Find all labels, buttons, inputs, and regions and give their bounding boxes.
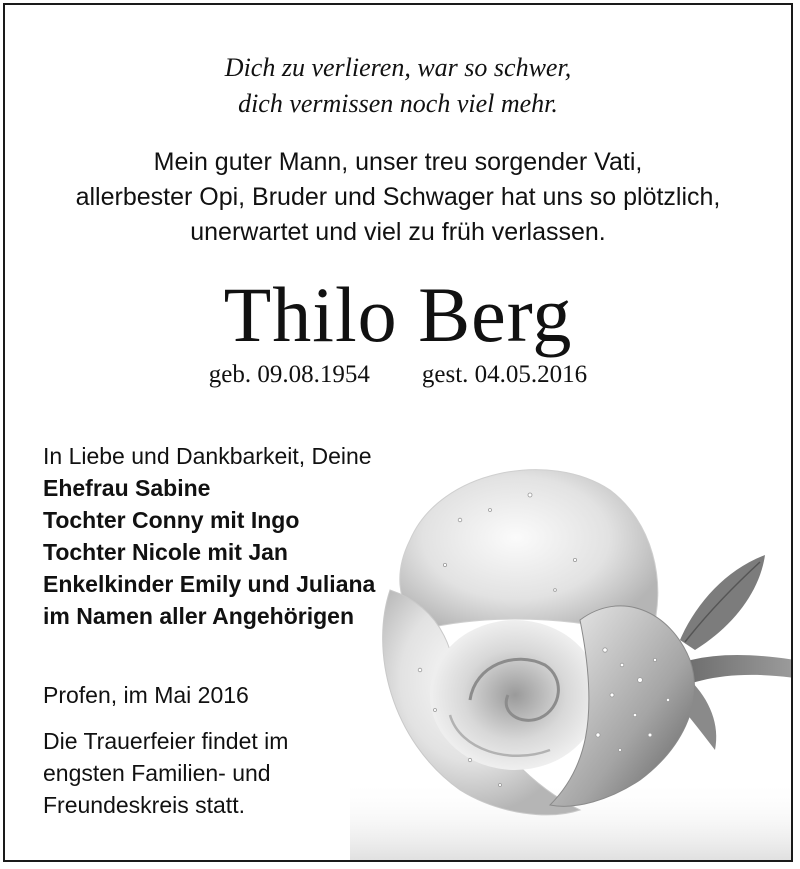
deceased-name: Thilo Berg bbox=[223, 271, 573, 358]
funeral-notice bbox=[43, 725, 288, 821]
verse-line-1: Dich zu verlieren, war so schwer, bbox=[224, 53, 572, 82]
death-date: gest. 04.05.2016 bbox=[421, 361, 588, 388]
mourners-lead: In Liebe und Dankbarkeit, Deine bbox=[43, 443, 372, 469]
life-dates bbox=[5, 358, 791, 392]
memorial-verse bbox=[5, 50, 791, 122]
intro-line-1: Mein guter Mann, unser treu sorgender Vati, bbox=[153, 148, 643, 176]
mourner-relatives: im Namen aller Angehörigen bbox=[43, 603, 354, 629]
intro-line-2: allerbester Opi, Bruder und Schwager hat uns so plötzlich, bbox=[75, 183, 721, 211]
notice-line-3: Freundeskreis statt. bbox=[43, 792, 245, 818]
birth-date: geb. 09.08.1954 bbox=[208, 361, 370, 388]
verse-line-2: dich vermissen noch viel mehr. bbox=[238, 89, 558, 118]
notice-line-2: engsten Familien- und bbox=[43, 760, 271, 786]
rose-center bbox=[430, 620, 600, 770]
mourner-wife: Ehefrau Sabine bbox=[43, 475, 211, 501]
mourner-daughter-1: Tochter Conny mit Ingo bbox=[43, 507, 300, 533]
mourners-block bbox=[43, 440, 375, 632]
obituary-card bbox=[3, 3, 793, 862]
mourner-grandchildren: Enkelkinder Emily und Juliana bbox=[43, 571, 376, 597]
place-date: Profen, im Mai 2016 bbox=[43, 682, 249, 708]
intro-line-3: unerwartet und viel zu früh verlassen. bbox=[190, 218, 606, 246]
rose-image bbox=[350, 450, 793, 862]
mourner-daughter-2: Tochter Nicole mit Jan bbox=[43, 539, 288, 565]
notice-line-1: Die Trauerfeier findet im bbox=[43, 728, 289, 754]
intro-text bbox=[5, 145, 791, 250]
